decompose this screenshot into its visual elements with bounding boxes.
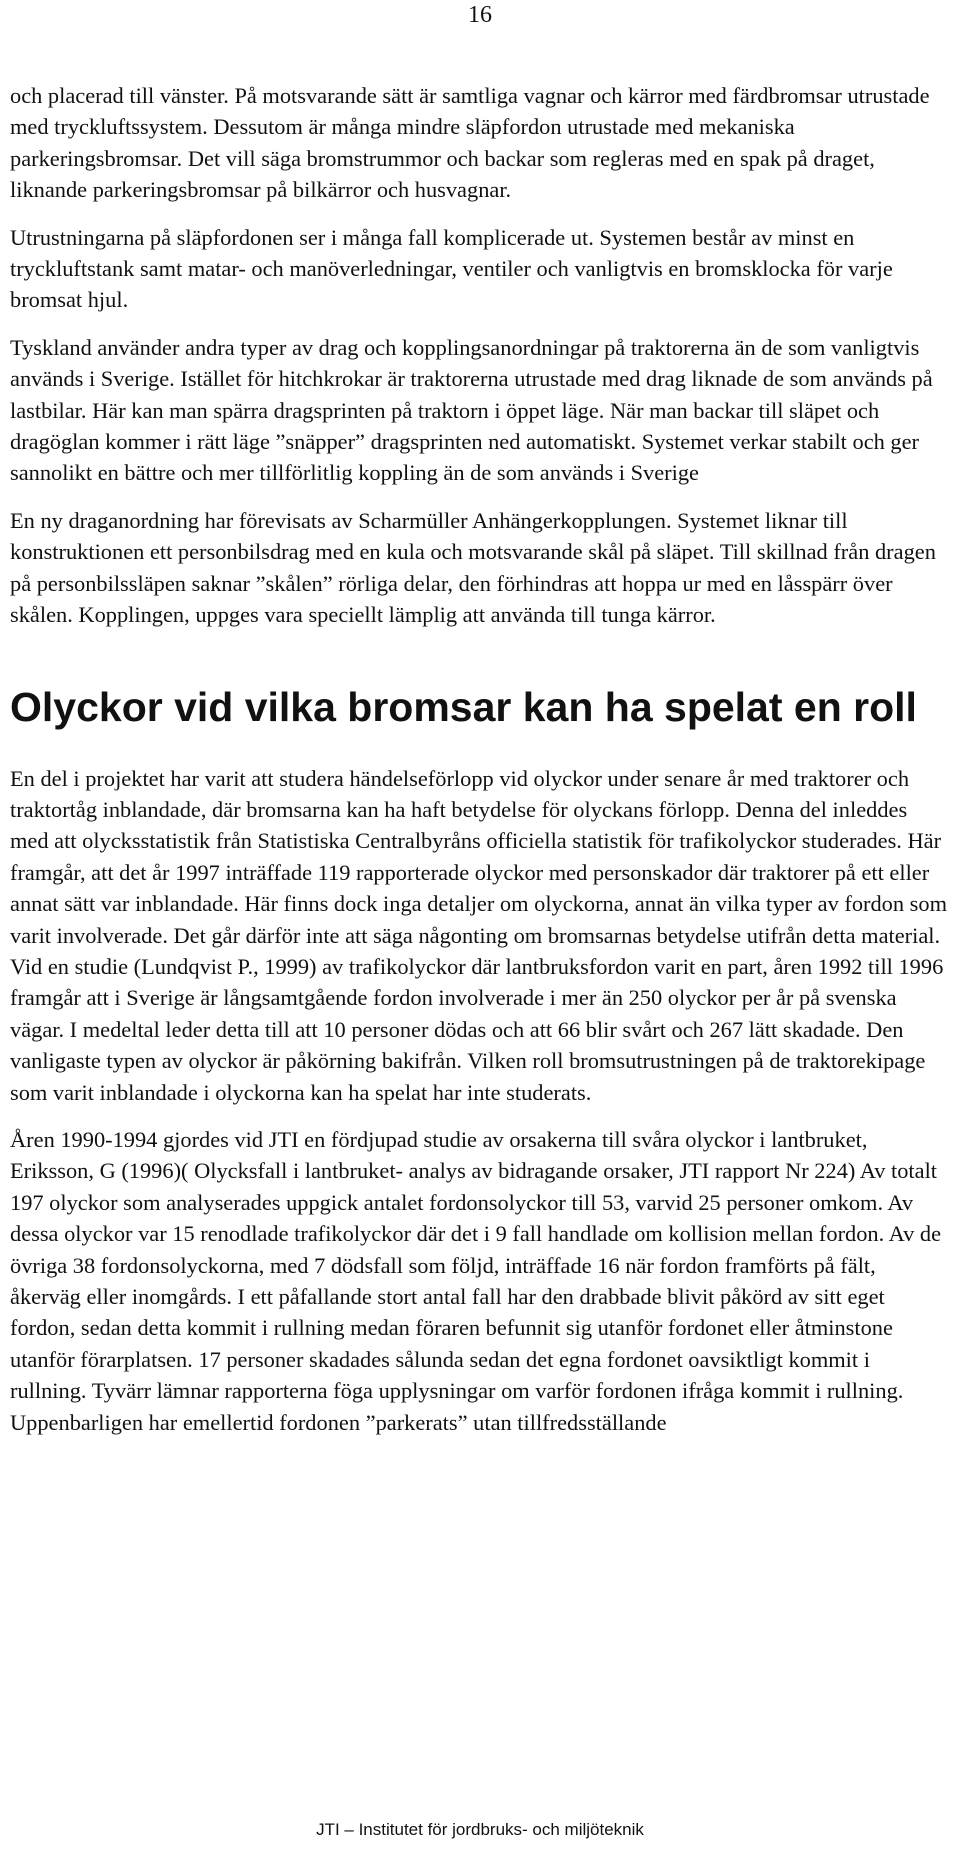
paragraph-2: Utrustningarna på släpfordonen ser i många fall komplicerade ut. Systemen består av minst en tryckluftstank samt matar- och manöverledningar, ventiler och vanligtvis en bromsklocka för varje bromsat hjul. — [10, 224, 893, 313]
paragraph-5: En del i projektet har varit att studera händelseförlopp vid olyckor under senare år med traktorer och traktortåg inblandade, där bromsarna kan ha haft betydelse för olyckans förlopp. Denna del inleddes med att olycksstatistik från Statistiska Centralbyråns officiella statistik för trafikolyckor studerades. Här framgår, att det år 1997 inträffade 119 rapporterade olyckor med personskador där traktorer på ett eller annat sätt var inblandade. Här finns dock inga detaljer om olyckorna, annat än vilka typer av fordon som varit involverade. Det går därför inte att säga någonting om bromsarnas betydelse utifrån detta material. Vid en studie (Lundqvist P., 1999) av trafikolyckor där lantbruksfordon varit en part, åren 1992 till 1996 framgår att i Sverige är långsamtgående fordon involverade i mer än 250 olyckor per år på svenska vägar. I medeltal leder detta till att 10 personer dödas och att 66 blir svårt och 267 lätt skadade. Den vanligaste typen av olyckor är påkörning bakifrån. Vilken roll bromsutrustningen på de traktorekipage som varit inblandade i olyckorna kan ha spelat har inte studerats. — [10, 765, 947, 1105]
section-heading: Olyckor vid vilka bromsar kan ha spelat en roll — [10, 683, 917, 730]
page-footer: JTI – Institutet för jordbruks- och miljöteknik — [316, 1820, 644, 1839]
paragraph-1: och placerad till vänster. På motsvarande sätt är samtliga vagnar och kärror med färdbromsar utrustade med tryckluftssystem. Dessutom är många mindre släpfordon utrustade med mekaniska parkeringsbromsar. Det vill säga bromstrummor och backar som regleras med en spak på draget, liknande parkeringsbromsar på bilkärror och husvagnar. — [10, 83, 930, 203]
paragraph-4: En ny draganordning har förevisats av Scharmüller Anhängerkopplungen. Systemet liknar till konstruktionen ett personbilsdrag med en kula och motsvarande skål på släpet. Till skillnad från dragen på personbilssläpen saknar ”skålen” rörliga delar, den förhindras att hoppa ur med en låsspärr över skålen. Kopplingen, uppges vara speciellt lämplig att använda till tunga kärror. — [10, 507, 936, 628]
paragraph-3: Tyskland använder andra typer av drag och kopplingsanordningar på traktorerna än de som vanligtvis används i Sverige. Istället för hitchkrokar är traktorerna utrustade med drag liknade de som används på lastbilar. Här kan man spärra dragsprinten på traktorn i öppet läge. När man backar till släpet och dragöglan kommer i rätt läge ”snäpper” dragsprinten ned automatiskt. Systemet verkar stabilt och ger sannolikt en bättre och mer tillförlitlig koppling än de som används i Sverige — [10, 334, 933, 486]
paragraph-6: Åren 1990-1994 gjordes vid JTI en fördjupad studie av orsakerna till svåra olyckor i lantbruket, Eriksson, G (1996)( Olycksfall i lantbruket- analys av bidragande orsaker, JTI rapport Nr 224) Av totalt 197 olyckor som analyserades uppgick antalet fordonsolyckor till 53, varvid 25 personer omkom. Av dessa olyckor var 15 renodlade trafikolyckor där det i 9 fall handlade om kollision mellan fordon. Av de övriga 38 fordonsolyckorna, med 7 dödsfall som följd, inträffade 16 när fordon framförts på fält, åkerväg eller inomgårds. I ett påfallande stort antal fall har den drabbade blivit påkörd av sitt eget fordon, sedan detta kommit i rullning medan föraren befunnit sig utanför fordonet eller åtminstone utanför förarplatsen. 17 personer skadades sålunda sedan det egna fordonet oavsiktligt kommit i rullning. Tyvärr lämnar rapporterna föga upplysningar om varför fordonen ifråga kommit i rullning. Uppenbarligen har emellertid fordonen ”parkerats” utan tillfredsställande — [10, 1126, 942, 1435]
page-number: 16 — [468, 2, 492, 28]
page-body — [10, 80, 950, 1454]
